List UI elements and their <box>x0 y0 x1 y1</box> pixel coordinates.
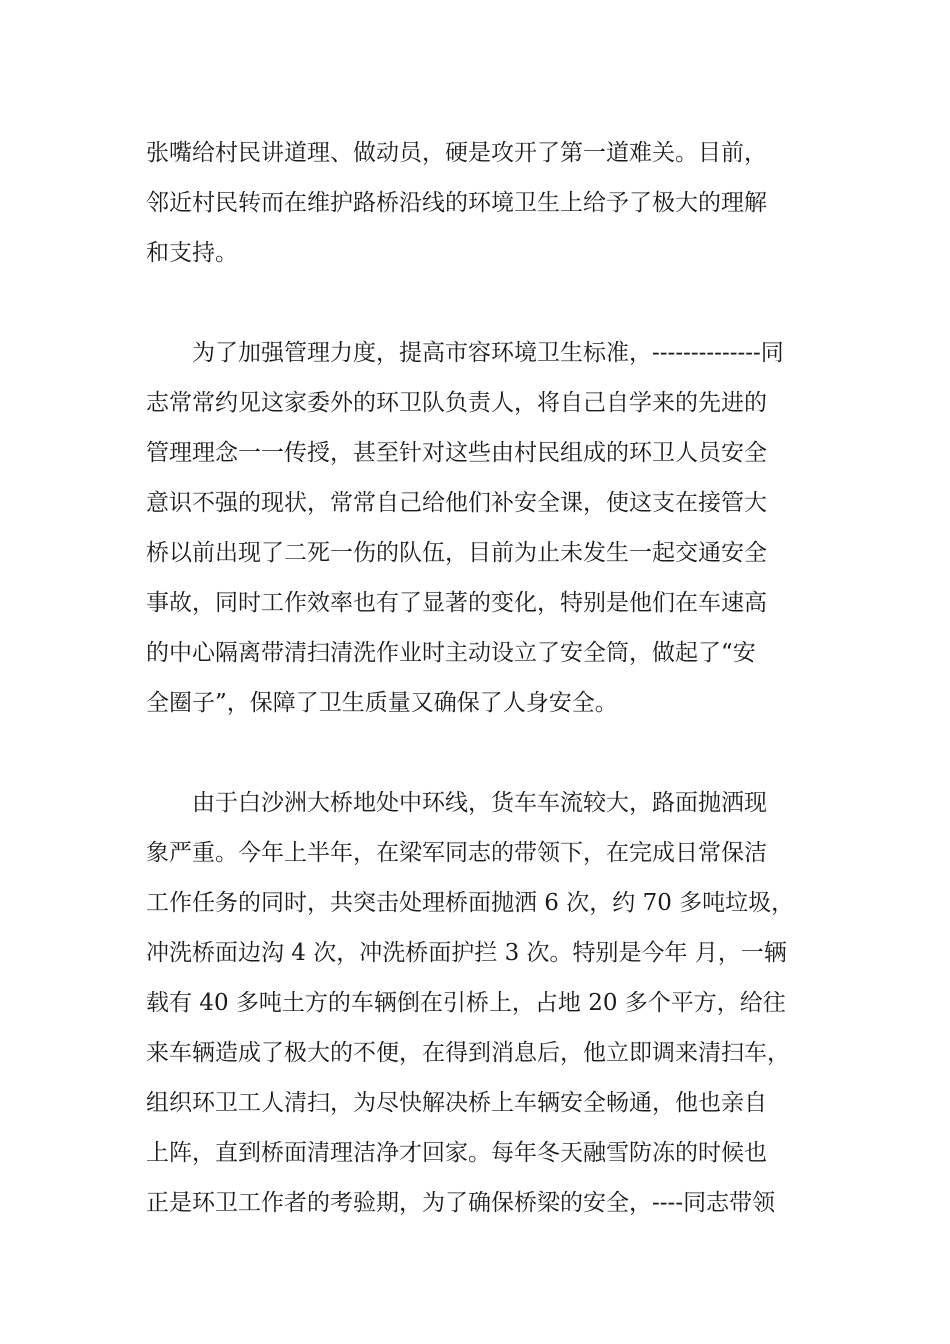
paragraph-1 <box>146 128 814 278</box>
paragraph-line: 管理理念一一传授，甚至针对这些由村民组成的环卫人员安全 <box>146 440 767 466</box>
paragraph-line: 邻近村民转而在维护路桥沿线的环境卫生上给予了极大的理解 <box>146 190 767 216</box>
paragraph-line: 由于白沙洲大桥地处中环线，货车车流较大，路面抛洒现 <box>146 790 767 816</box>
paragraph-line: 的中心隔离带清扫清洗作业时主动设立了安全筒，做起了“安 <box>146 640 756 666</box>
paragraph-line: 和支持。 <box>146 240 238 266</box>
paragraph-line: 载有 40 多吨土方的车辆倒在引桥上，占地 20 多个平方，给往 <box>146 990 786 1016</box>
paragraph-line: 意识不强的现状，常常自己给他们补安全课，使这支在接管大 <box>146 490 767 516</box>
paragraph-line: 来车辆造成了极大的不便，在得到消息后，他立即调来清扫车， <box>146 1040 790 1066</box>
paragraph-2 <box>146 328 814 728</box>
paragraph-line: 志常常约见这家委外的环卫队负责人，将自己自学来的先进的 <box>146 390 767 416</box>
paragraph-line: 正是环卫工作者的考验期，为了确保桥梁的安全，----同志带领 <box>146 1190 776 1216</box>
paragraph-line: 组织环卫工人清扫，为尽快解决桥上车辆安全畅通，他也亲自 <box>146 1090 767 1116</box>
paragraph-line: 张嘴给村民讲道理、做动员，硬是攻开了第一道难关。目前， <box>146 140 767 166</box>
paragraph-line: 象严重。今年上半年，在梁军同志的带领下，在完成日常保洁 <box>146 840 767 866</box>
paragraph-line: 事故，同时工作效率也有了显著的变化，特别是他们在车速高 <box>146 590 767 616</box>
paragraph-line: 桥以前出现了二死一伤的队伍，目前为止未发生一起交通安全 <box>146 540 767 566</box>
paragraph-line: 上阵，直到桥面清理洁净才回家。每年冬天融雪防冻的时候也 <box>146 1140 767 1166</box>
paragraph-line: 全圈子”，保障了卫生质量又确保了人身安全。 <box>146 690 618 716</box>
paragraph-line: 工作任务的同时，共突击处理桥面抛洒 6 次，约 70 多吨垃圾， <box>146 890 795 916</box>
paragraph-line: 冲洗桥面边沟 4 次，冲洗桥面护拦 3 次。特别是今年 月，一辆 <box>146 940 787 966</box>
paragraph-line: 为了加强管理力度，提高市容环境卫生标准，--------------同 <box>146 340 784 366</box>
paragraph-3 <box>146 778 814 1228</box>
